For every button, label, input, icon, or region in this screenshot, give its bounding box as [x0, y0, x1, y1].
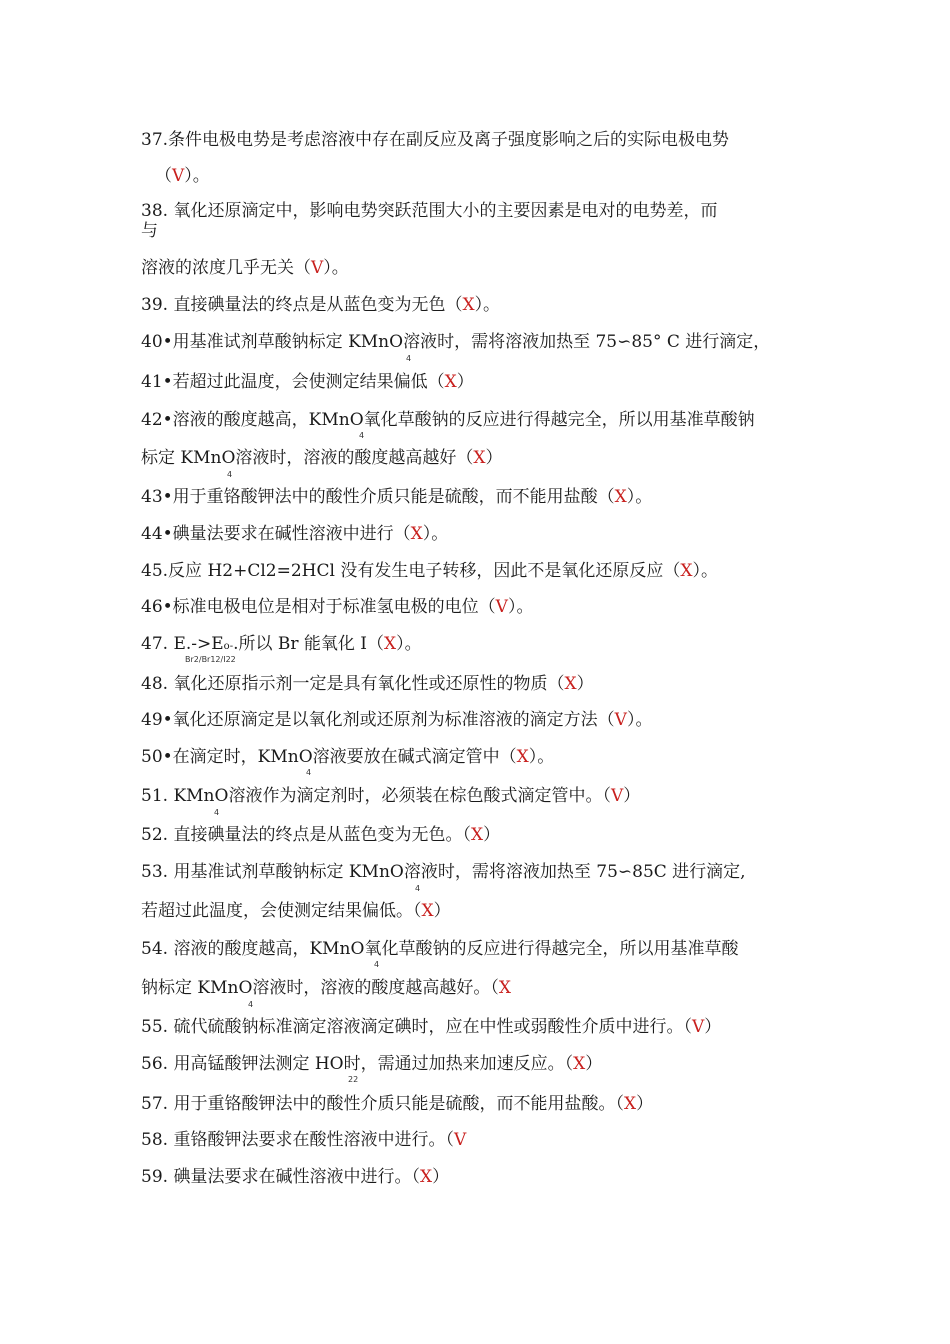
subscript: 4	[306, 768, 312, 777]
question-39: 39. 直接碘量法的终点是从蓝色变为无色（X）。	[141, 295, 501, 315]
question-47: 47. E.->Eo-.所以 Br 能氧化 I（X）。	[141, 634, 422, 654]
question-49: 49•氧化还原滴定是以氧化剂或还原剂为标准溶液的滴定方法（V）。	[141, 710, 653, 730]
subscript: 4	[415, 884, 421, 893]
question-44: 44•碘量法要求在碱性溶液中进行（X）。	[141, 524, 449, 544]
question-46: 46•标准电极电位是相对于标准氢电极的电位（V）。	[141, 597, 534, 617]
subscript: Br2/Br12/I22	[185, 655, 236, 664]
answer-mark: X	[444, 372, 457, 392]
question-55: 55. 硫代硫酸钠标准滴定溶液滴定碘时，应在中性或弱酸性介质中进行。（V）	[141, 1017, 722, 1037]
answer-mark: V	[614, 710, 627, 730]
answer-mark: X	[470, 825, 484, 845]
question-54-cont: 钠标定 KMnO溶液时，溶液的酸度越高越好。（X	[141, 978, 512, 998]
question-number: 37.	[141, 130, 169, 150]
question-40: 40•用基准试剂草酸钠标定 KMnO溶液时，需将溶液加热至 75∽85° C 进行滴定，	[141, 332, 771, 352]
question-51: 51. KMnO溶液作为滴定剂时，必须装在棕色酸式滴定管中。（V）	[141, 786, 641, 806]
answer-mark: X	[473, 448, 486, 468]
question-number: 38.	[141, 201, 169, 221]
question-38	[141, 201, 717, 221]
question-43: 43•用于重铬酸钾法中的酸性介质只能是硫酸，而不能用盐酸（X）。	[141, 487, 653, 507]
question-38-wrap: 与	[141, 221, 158, 241]
answer-mark: V	[172, 166, 185, 186]
answer-mark: V	[311, 258, 324, 278]
question-41: 41•若超过此温度，会使测定结果偏低（X）	[141, 372, 474, 392]
question-53: 53. 用基准试剂草酸钠标定 KMnO溶液时，需将溶液加热至 75∽85C 进行滴定,	[141, 862, 746, 882]
question-37-answer-line: （V）。	[155, 166, 210, 186]
answer-mark: X	[573, 1054, 586, 1074]
answer-mark: X	[384, 634, 397, 654]
subscript: 4	[374, 960, 380, 969]
answer-mark: V	[610, 786, 624, 806]
question-42-cont: 标定 KMnO溶液时，溶液的酸度越高越好（X）	[141, 448, 503, 468]
question-57: 57. 用于重铬酸钾法中的酸性介质只能是硫酸，而不能用盐酸。（X）	[141, 1094, 654, 1114]
answer-mark: X	[623, 1094, 637, 1114]
question-52: 52. 直接碘量法的终点是从蓝色变为无色。（X）	[141, 825, 501, 845]
question-42: 42•溶液的酸度越高，KMnO氧化草酸钠的反应进行得越完全，所以用基准草酸钠	[141, 410, 755, 430]
answer-mark: V	[453, 1130, 467, 1150]
subscript: 4	[359, 431, 365, 440]
answer-mark: X	[564, 674, 577, 694]
answer-mark: X	[614, 487, 627, 507]
answer-mark: X	[421, 901, 434, 921]
question-text: 条件电极电势是考虑溶液中存在副反应及离子强度影响之后的实际电极电势	[168, 130, 730, 150]
question-58: 58. 重铬酸钾法要求在酸性溶液中进行。（V	[141, 1130, 467, 1150]
question-59: 59. 碘量法要求在碱性溶液中进行。（X）	[141, 1167, 450, 1187]
subscript: 4	[227, 470, 233, 479]
answer-mark: X	[410, 524, 423, 544]
question-53-cont: 若超过此温度，会使测定结果偏低。（X）	[141, 901, 451, 921]
subscript: 4	[214, 808, 220, 817]
answer-mark: V	[495, 597, 508, 617]
question-37	[141, 130, 729, 150]
question-45: 45.反应 H2+Cl2=2HCl 没有发生电子转移，因此不是氧化还原反应（X）。	[141, 561, 718, 581]
answer-mark: X	[516, 747, 529, 767]
answer-mark: V	[691, 1017, 705, 1037]
question-48: 48. 氧化还原指示剂一定是具有氧化性或还原性的物质（X）	[141, 674, 594, 694]
question-50: 50•在滴定时，KMnO溶液要放在碱式滴定管中（X）。	[141, 747, 555, 767]
subscript: 4	[406, 354, 412, 363]
question-54: 54. 溶液的酸度越高，KMnO氧化草酸钠的反应进行得越完全，所以用基准草酸	[141, 939, 739, 959]
answer-mark: X	[462, 295, 475, 315]
question-56: 56. 用高锰酸钾法测定 HO时，需通过加热来加速反应。（X）	[141, 1054, 603, 1074]
answer-mark: X	[498, 978, 512, 998]
subscript: 4	[248, 1000, 254, 1009]
question-38-cont: 溶液的浓度几乎无关（V）。	[141, 258, 349, 278]
question-text: 氧化还原滴定中，影响电势突跃范围大小的主要因素是电对的电势差，而	[173, 201, 718, 221]
answer-mark: X	[419, 1167, 433, 1187]
answer-mark: X	[680, 561, 693, 581]
subscript: 22	[348, 1075, 359, 1084]
